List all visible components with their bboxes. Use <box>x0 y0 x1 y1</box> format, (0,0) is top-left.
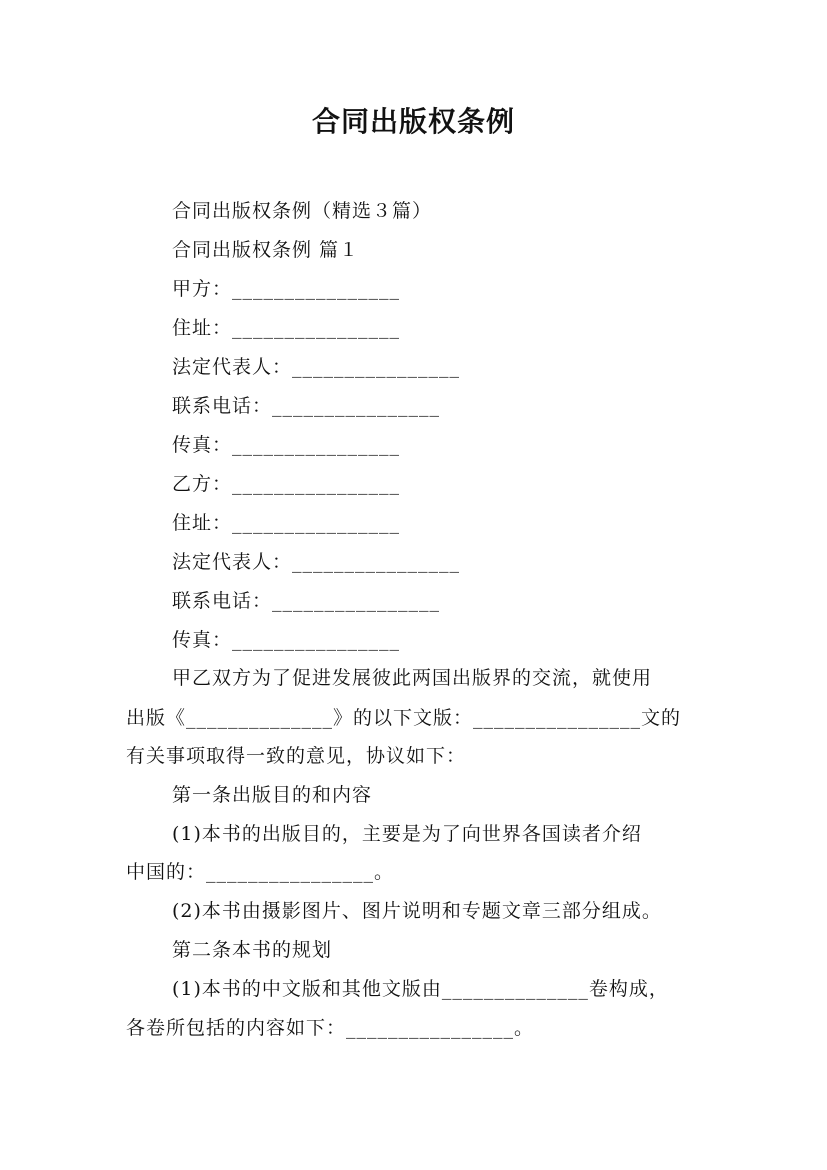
party-b-fax-field: 传真：________________ <box>172 629 401 651</box>
paragraph-line: (1)本书的中文版和其他文版由______________卷构成， <box>172 978 669 1000</box>
party-b-address-field: 住址：________________ <box>172 512 401 534</box>
party-b-phone-field: 联系电话：________________ <box>172 590 441 612</box>
party-b-legal-rep-field: 法定代表人：________________ <box>172 551 461 573</box>
article-heading: 第一条出版目的和内容 <box>172 784 373 806</box>
paragraph-line: 各卷所包括的内容如下：________________。 <box>126 1017 535 1039</box>
section-heading: 合同出版权条例 篇１ <box>172 239 360 261</box>
paragraph-line: 甲乙双方为了促进发展彼此两国出版界的交流，就使用 <box>172 667 653 689</box>
document-title: 合同出版权条例 <box>311 105 515 138</box>
party-a-legal-rep-field: 法定代表人：________________ <box>172 356 461 378</box>
article-heading: 第二条本书的规划 <box>172 939 333 961</box>
subtitle: 合同出版权条例（精选３篇） <box>172 200 433 222</box>
party-a-phone-field: 联系电话：________________ <box>172 395 441 417</box>
party-a-address-field: 住址：________________ <box>172 317 401 339</box>
paragraph-line: (1)本书的出版目的，主要是为了向世界各国读者介绍 <box>172 823 642 845</box>
paragraph-line: (2)本书由摄影图片、图片说明和专题文章三部分组成。 <box>172 900 662 922</box>
party-a-fax-field: 传真：________________ <box>172 434 401 456</box>
paragraph-line: 有关事项取得一致的意见，协议如下： <box>126 745 467 767</box>
paragraph-line: 中国的：________________。 <box>126 861 395 883</box>
party-a-field: 甲方：________________ <box>172 278 401 300</box>
paragraph-line: 出版《______________》的以下文版：________________文的 <box>126 707 682 729</box>
party-b-field: 乙方：________________ <box>172 473 401 495</box>
